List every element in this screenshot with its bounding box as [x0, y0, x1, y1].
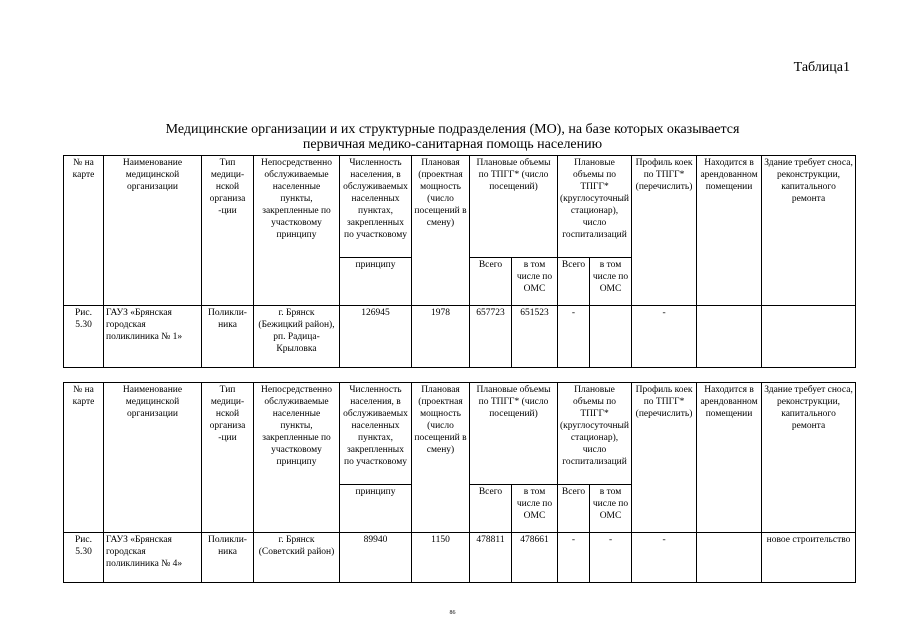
header-profile: Профиль коек по ТПГГ* (перечислить) [632, 156, 697, 306]
header-hosp: Плановые объемы по ТПГГ* (круглосуточный стационар), число госпитализаций [558, 156, 632, 258]
cell-rent [697, 306, 762, 368]
header-hosp-total: Всего [558, 485, 590, 533]
header-hosp: Плановые объемы по ТПГГ* (круглосуточный стационар), число госпитализаций [558, 383, 632, 485]
cell-capacity: 1150 [412, 533, 470, 583]
cell-capacity: 1978 [412, 306, 470, 368]
title-line-1: Медицинские организации и их структурные подразделения (МО), на базе которых оказывается [165, 122, 740, 137]
header-ppg-oms: в том числе по ОМС [512, 485, 558, 533]
header-population-cont: принципу [340, 485, 412, 533]
cell-type: Поликли-ника [202, 533, 254, 583]
header-attached: Непосредственно обслуживаемые населенные пункты, закрепленные по участковому принципу [254, 156, 340, 306]
header-rent: Находится в арендованном помещении [697, 156, 762, 306]
header-profile: Профиль коек по ТПГГ* (перечислить) [632, 383, 697, 533]
table-row [64, 306, 856, 368]
header-num: № на карте [64, 156, 104, 306]
page-number: 86 [449, 610, 456, 616]
header-population: Численность населения, в обслуживаемых населенных пунктах, закрепленных по участковому [340, 383, 412, 485]
header-type: Тип медици-нской организа -ции [202, 383, 254, 533]
organizations-table-1 [63, 155, 856, 368]
organizations-table-2 [63, 382, 856, 583]
header-ppg-total: Всего [470, 258, 512, 306]
header-demolish: Здание требует сноса, реконструкции, капитального ремонта [762, 383, 856, 533]
header-attached: Непосредственно обслуживаемые населенные пункты, закрепленные по участковому принципу [254, 383, 340, 533]
cell-population: 89940 [340, 533, 412, 583]
cell-profile: - [632, 306, 697, 368]
header-ppg-oms: в том числе по ОМС [512, 258, 558, 306]
header-hosp-total: Всего [558, 258, 590, 306]
cell-hosp-total: - [558, 533, 590, 583]
header-capacity: Плановая (проектная мощность (число посещений в смену) [412, 383, 470, 533]
cell-rent [697, 533, 762, 583]
title-line-2: первичная медико-санитарная помощь населению [302, 137, 603, 152]
cell-population: 126945 [340, 306, 412, 368]
cell-attached: г. Брянск (Бежицкий район), рп. Радица-Крыловка [254, 306, 340, 368]
header-row [64, 156, 856, 258]
header-row [64, 383, 856, 485]
cell-ppg-oms: 651523 [512, 306, 558, 368]
header-population-cont: принципу [340, 258, 412, 306]
cell-num: Рис. 5.30 [64, 533, 104, 583]
header-hosp-oms: в том числе по ОМС [590, 485, 632, 533]
header-ppg: Плановые объемы по ТПГГ* (число посещений) [470, 156, 558, 258]
header-hosp-oms: в том числе по ОМС [590, 258, 632, 306]
cell-hosp-oms [590, 306, 632, 368]
cell-hosp-total: - [558, 306, 590, 368]
cell-ppg-oms: 478661 [512, 533, 558, 583]
table-number: Таблица1 [793, 60, 850, 75]
cell-name: ГАУЗ «Брянская городская поликлиника № 4» [104, 533, 202, 583]
header-ppg: Плановые объемы по ТПГГ* (число посещений) [470, 383, 558, 485]
header-type: Тип медици-нской организа -ции [202, 156, 254, 306]
document-title [0, 122, 905, 152]
header-capacity: Плановая (проектная мощность (число посещений в смену) [412, 156, 470, 306]
header-name: Наименование медицинской организации [104, 383, 202, 533]
cell-ppg-total: 657723 [470, 306, 512, 368]
header-rent: Находится в арендованном помещении [697, 383, 762, 533]
cell-profile: - [632, 533, 697, 583]
cell-demolish [762, 306, 856, 368]
header-population: Численность населения, в обслуживаемых населенных пунктах, закрепленных по участковому [340, 156, 412, 258]
cell-ppg-total: 478811 [470, 533, 512, 583]
cell-num: Рис. 5.30 [64, 306, 104, 368]
header-demolish: Здание требует сноса, реконструкции, капитального ремонта [762, 156, 856, 306]
table-row [64, 533, 856, 583]
cell-hosp-oms: - [590, 533, 632, 583]
cell-demolish: новое строительство [762, 533, 856, 583]
header-num: № на карте [64, 383, 104, 533]
header-ppg-total: Всего [470, 485, 512, 533]
cell-type: Поликли-ника [202, 306, 254, 368]
cell-attached: г. Брянск (Советский район) [254, 533, 340, 583]
cell-name: ГАУЗ «Брянская городская поликлиника № 1» [104, 306, 202, 368]
header-name: Наименование медицинской организации [104, 156, 202, 306]
